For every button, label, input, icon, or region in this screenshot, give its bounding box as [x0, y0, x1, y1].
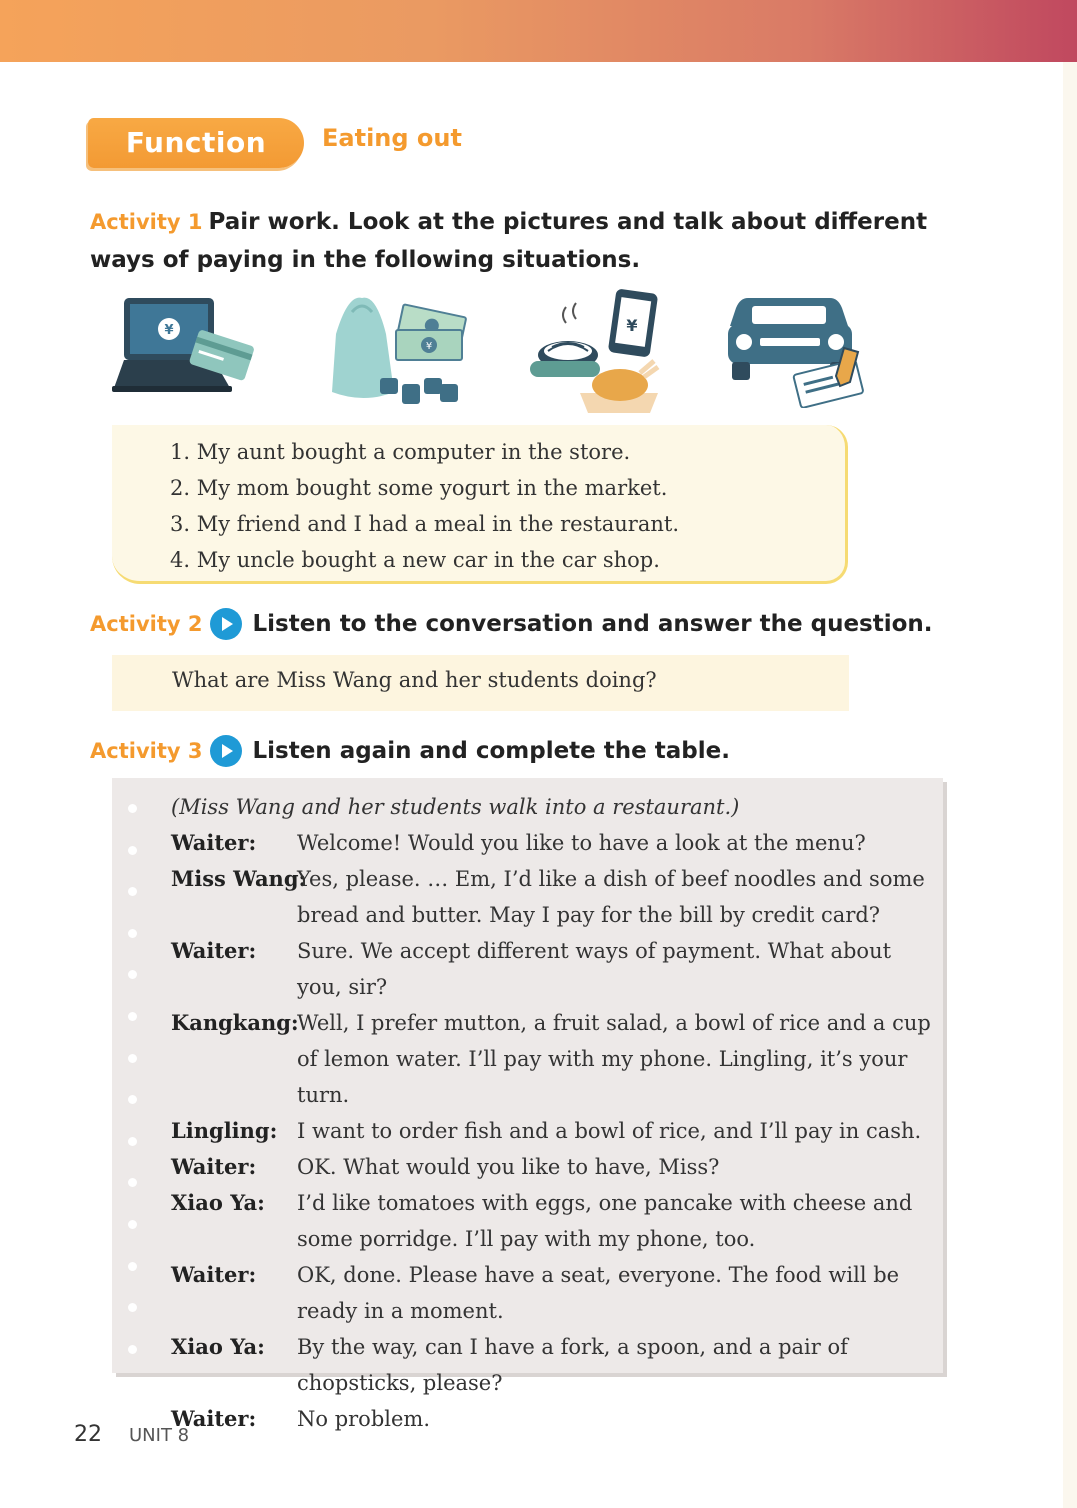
play-audio-icon[interactable] [210, 735, 242, 767]
line-text: OK. What would you like to have, Miss? [297, 1155, 720, 1179]
situations-box [112, 425, 848, 584]
laptop-card-icon [112, 296, 262, 396]
dialogue-line [171, 933, 941, 1005]
activity-1-label: Activity 1 [90, 210, 203, 234]
activity-2-label: Activity 2 [90, 612, 203, 636]
dialogue-line [171, 1005, 941, 1113]
speaker: Waiter: [171, 1262, 257, 1287]
binder-dots [128, 804, 137, 1386]
dialogue-line [171, 1401, 941, 1437]
speaker: Lingling: [171, 1118, 278, 1143]
speaker: Xiao Ya: [171, 1190, 265, 1215]
activity-2-heading [90, 606, 933, 642]
dialogue [171, 789, 941, 1437]
activity-3-instruction: Listen again and complete the table. [252, 738, 730, 764]
line-text: Sure. We accept different ways of payment. What about you, sir? [297, 939, 892, 999]
speaker: Xiao Ya: [171, 1334, 265, 1359]
dialogue-line [171, 1149, 941, 1185]
question-box [112, 655, 849, 711]
phone-meal-icon [528, 289, 662, 417]
speaker: Waiter: [171, 938, 257, 963]
function-badge: Function [88, 118, 304, 168]
speaker: Waiter: [171, 1406, 257, 1431]
list-item: 1. My aunt bought a computer in the store. [170, 440, 631, 464]
line-text: OK, done. Please have a seat, everyone. The food will be ready in a moment. [297, 1263, 900, 1323]
line-text: Yes, please. … Em, I’d like a dish of beef noodles and some bread and butter. May I pay for the bill by credit card? [297, 867, 925, 927]
line-text: No problem. [297, 1407, 430, 1431]
situations-list [170, 434, 679, 578]
stage-direction: (Miss Wang and her students walk into a restaurant.) [171, 795, 740, 819]
speaker: Kangkang: [171, 1010, 299, 1035]
svg-text:¥: ¥ [164, 323, 174, 338]
svg-text:¥: ¥ [425, 341, 433, 352]
list-item: 4. My uncle bought a new car in the car shop. [170, 548, 660, 572]
function-title: Eating out [322, 124, 462, 152]
car-check-icon [726, 290, 870, 408]
line-text: By the way, can I have a fork, a spoon, and a pair of chopsticks, please? [297, 1335, 848, 1395]
line-text: I’d like tomatoes with eggs, one pancake with cheese and some porridge. I’ll pay with my phone, too. [297, 1191, 913, 1251]
play-audio-icon[interactable] [210, 608, 242, 640]
dialogue-line [171, 1113, 941, 1149]
speaker: Waiter: [171, 830, 257, 855]
activity-1-instruction: Pair work. Look at the pictures and talk about different ways of paying in the following situations. [90, 209, 928, 273]
page-number: 22 [74, 1422, 102, 1447]
dialogue-box [112, 778, 943, 1431]
unit-label: UNIT 8 [129, 1425, 190, 1446]
activity-3-heading [90, 733, 730, 769]
question-text: What are Miss Wang and her students doing? [172, 668, 657, 692]
activity-2-instruction: Listen to the conversation and answer the question. [252, 611, 933, 637]
speaker: Miss Wang: [171, 866, 307, 891]
line-text: Welcome! Would you like to have a look at the menu? [297, 831, 866, 855]
page-edge [1063, 62, 1077, 1508]
speaker: Waiter: [171, 1154, 257, 1179]
activity-1-heading [90, 204, 970, 280]
dialogue-line [171, 825, 941, 861]
activity-3-label: Activity 3 [90, 739, 203, 763]
dialogue-line [171, 1257, 941, 1329]
dialogue-line [171, 1329, 941, 1401]
line-text: Well, I prefer mutton, a fruit salad, a bowl of rice and a cup of lemon water. I’ll pay with my phone. Lingling, it’s your turn. [297, 1011, 931, 1107]
svg-text:¥: ¥ [626, 316, 638, 335]
list-item: 3. My friend and I had a meal in the restaurant. [170, 512, 680, 536]
dialogue-line [171, 1185, 941, 1257]
list-item: 2. My mom bought some yogurt in the market. [170, 476, 668, 500]
shopping-bag-cash-icon [328, 294, 468, 410]
dialogue-line [171, 861, 941, 933]
line-text: I want to order fish and a bowl of rice, and I’ll pay in cash. [297, 1119, 922, 1143]
top-banner [0, 0, 1077, 62]
